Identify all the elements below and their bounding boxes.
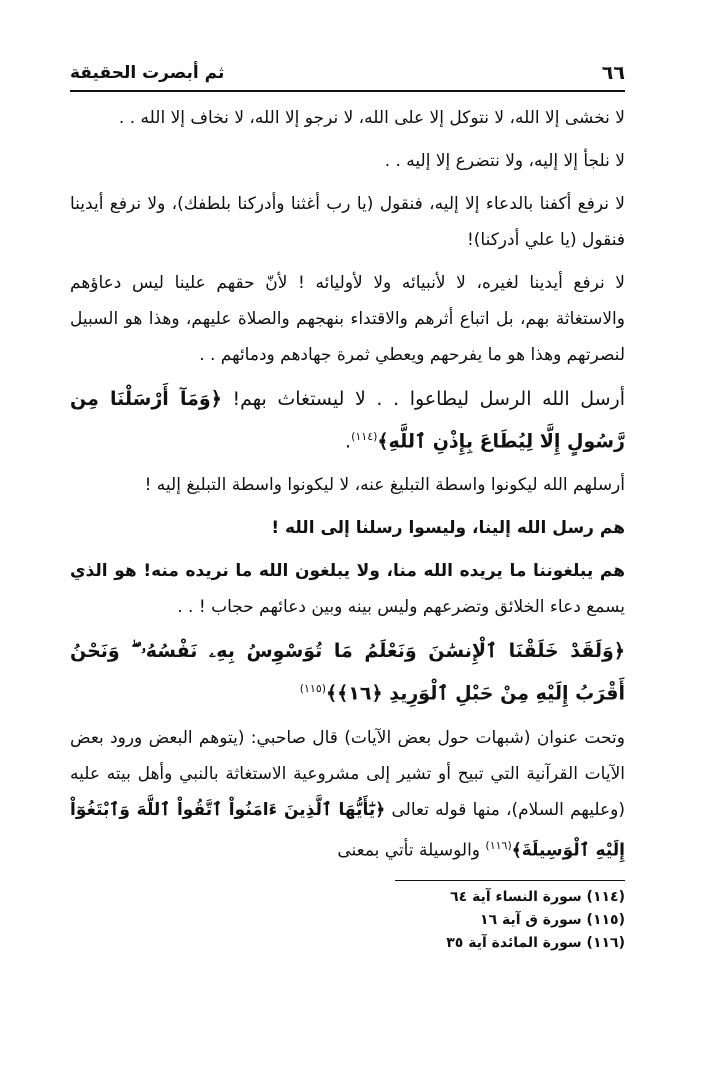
normal-sentence: يسمع دعاء الخلائق وتضرعهم وليس بينه وبين دعائهم حجاب ! . .	[177, 597, 625, 618]
verse-end: .	[345, 430, 352, 453]
paragraph-tail: والوسيلة تأتي بمعنى	[337, 840, 481, 861]
mixed-paragraph	[70, 553, 625, 625]
book-title: ثم أبصرت الحقيقة	[70, 63, 225, 83]
header-divider	[70, 90, 625, 92]
footnote: (١١٥) سورة ق آية ١٦	[480, 912, 625, 928]
quran-verse: ﴿وَلَقَدْ خَلَقْنَا ٱلْإِنسَٰنَ وَنَعْلَمُ مَا تُوَسْوِسُ بِهِۦ نَفْسُهُۥ ۖ وَنَحْنُ أَقْرَبُ إِلَيْهِ مِنْ حَبْلِ ٱلْوَرِيدِ ﴿١٦﴾﴾	[70, 640, 625, 705]
footnote: (١١٤) سورة النساء آية ٦٤	[450, 889, 625, 905]
verse-paragraph	[70, 632, 625, 712]
footnotes	[330, 886, 625, 955]
bold-paragraph: هم رسل الله إلينا، وليسوا رسلنا إلى الله !	[271, 518, 625, 539]
quran-verse: ﴿يَٰٓأَيُّهَا ٱلَّذِينَ ءَامَنُواْ ٱتَّقُواْ ٱللَّهَ وَٱبْتَغُوٓاْ إِلَيْهِ ٱلْوَسِيلَةَ﴾	[70, 799, 625, 861]
footnote-ref: (١١٦)	[485, 838, 512, 852]
footnote-divider	[395, 880, 625, 881]
paragraph: لا نرفع أكفنا بالدعاء إلا إليه، فنقول (يا رب أغثنا وأدركنا بلطفك)، ولا نرفع أيدينا فنقول (يا علي أدركنا)!	[70, 194, 625, 250]
paragraph: لا نخشى إلا الله، لا نتوكل إلا على الله، لا نرجو إلا الله، لا نخاف إلا الله . .	[118, 108, 625, 128]
footnote: (١١٦) سورة المائدة آية ٣٥	[446, 935, 625, 951]
bold-sentence: هم يبلغوننا ما يريده الله منا، ولا يبلغون الله ما نريده منه! هو الذي	[70, 561, 625, 582]
quran-verse: ﴿وَمَآ أَرْسَلْنَا مِن رَّسُولٍ إِلَّا لِيُطَاعَ بِإِذْنِ ٱللَّهِ﴾	[70, 388, 625, 453]
paragraph: لا نلجأ إلا إليه، ولا نتضرع إلا إليه . .	[384, 151, 625, 171]
running-header	[70, 58, 625, 88]
verse-intro: أرسل الله الرسل ليطاعوا . . لا ليستغاث بهم!	[232, 388, 626, 410]
verse-paragraph	[70, 380, 625, 460]
paragraph	[70, 720, 625, 869]
footnote-ref: (١١٥)	[299, 682, 327, 696]
page-body	[70, 100, 625, 875]
paragraph: لا نرفع أيدينا لغيره، لا لأنبيائه ولا لأوليائه ! لأنّ حقهم علينا ليس دعاؤهم والاستغاثة بهم، بل اتباع أثرهم والاقتداء بنهجهم والصلاة عليهم، وهذا هو السبيل لنصرتهم وهذا هو ما يفرحهم ويعطي ثمرة جهادهم ودمائهم . .	[70, 273, 625, 365]
paragraph: أرسلهم الله ليكونوا واسطة التبليغ عنه، لا ليكونوا واسطة التبليغ إليه !	[144, 475, 625, 496]
paragraph-text: وتحت عنوان (شبهات حول بعض الآيات) قال صاحبي: (يتوهم البعض ورود بعض الآيات القرآنية التي تبيح أو تشير إلى مشروعية الاستغاثة بالنبي وأهل بيته عليه (وعليهم السلام)، منها قوله تعالى	[70, 727, 626, 820]
footnote-ref: (١١٤)	[351, 430, 378, 443]
page-number: ٦٦	[601, 62, 625, 84]
